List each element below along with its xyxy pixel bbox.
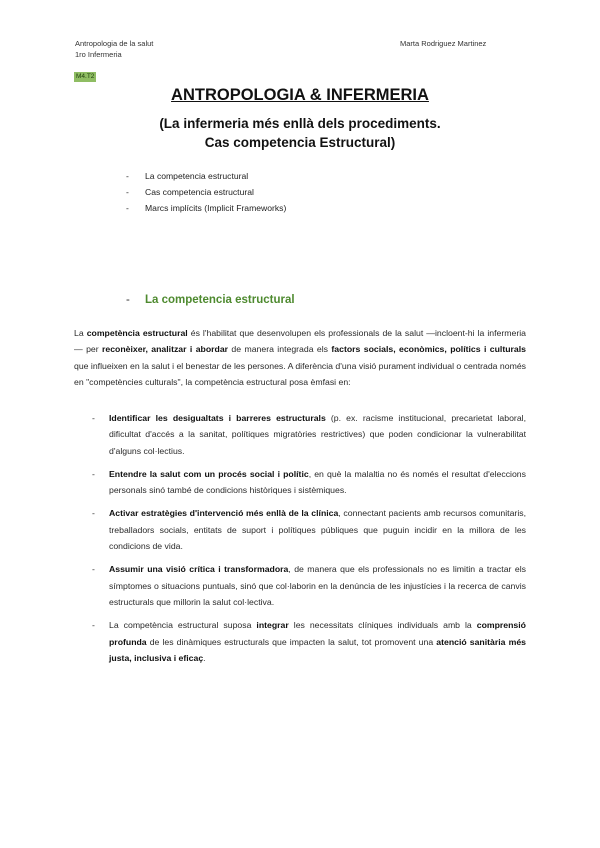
table-of-contents (126, 168, 286, 216)
intro-paragraph: La competència estructural és l'habilitat que desenvolupen els professionals de la salut —incloent-hi la infermeria— per reconèixer, analitzar i abordar de manera integrada els factors socials, econòmics, polítics i culturals que influeixen en la salut i el benestar de les persones. A diferència d'una visió purament individual o centrada només en "competències culturals", la competència estructural posa èmfasi en: (74, 328, 526, 387)
list-item: - Identificar les desigualtats i barreres estructurals (p. ex. racisme institucional, precarietat laboral, dificultat d'accés a la sanitat, polítiques migratòries restrictives) que poden condicionar la vulnerabilitat d'alguns col·lectius. (92, 413, 526, 456)
header-year: 1ro Infermeria (75, 50, 122, 59)
list-item: - La competència estructural suposa integrar les necessitats clíniques individuals amb la comprensió profunda de les dinàmiques estructurals que impacten la salut, tot promovent una atenció sanitària més justa, inclusiva i eficaç. (92, 620, 526, 663)
subtitle-line-1: (La infermeria més enllà dels procediments. (159, 116, 441, 131)
module-tag: M4.T2 (76, 73, 95, 80)
toc-item: - Marcs implícits (Implicit Frameworks) (126, 203, 287, 213)
list-item: - Assumir una visió crítica i transformadora, de manera que els professionals no es limitin a tractar els símptomes o situacions puntuals, sinó que col·laborin en la denúncia de les injustícies i la recerca de canvis estructurals que millorin la salut col·lectiva. (92, 564, 526, 607)
section-heading: - La competencia estructural (126, 294, 295, 306)
list-item: - Activar estratègies d'intervenció més enllà de la clínica, connectant pacients amb recursos comunitaris, treballadors socials, entitats de suport i polítiques públiques que puguin incidir en la millora de les condicions de vida. (92, 508, 527, 552)
toc-item: - Cas competencia estructural (126, 187, 254, 197)
page-title: ANTROPOLOGIA & INFERMERIA (171, 86, 429, 104)
list-item: - Entendre la salut com un procés social i polític, en què la malaltia no és només el resultat d'eleccions personals sinó també de condicions històriques i sistèmiques. (92, 468, 526, 496)
subtitle-line-2: Cas competencia Estructural) (204, 135, 396, 150)
header-left (75, 38, 153, 60)
header-course: Antropologia de la salut (75, 39, 154, 48)
bullet-list (92, 410, 526, 673)
header-author: Marta Rodriguez Martinez (400, 39, 487, 48)
toc-item: - La competencia estructural (126, 171, 249, 181)
